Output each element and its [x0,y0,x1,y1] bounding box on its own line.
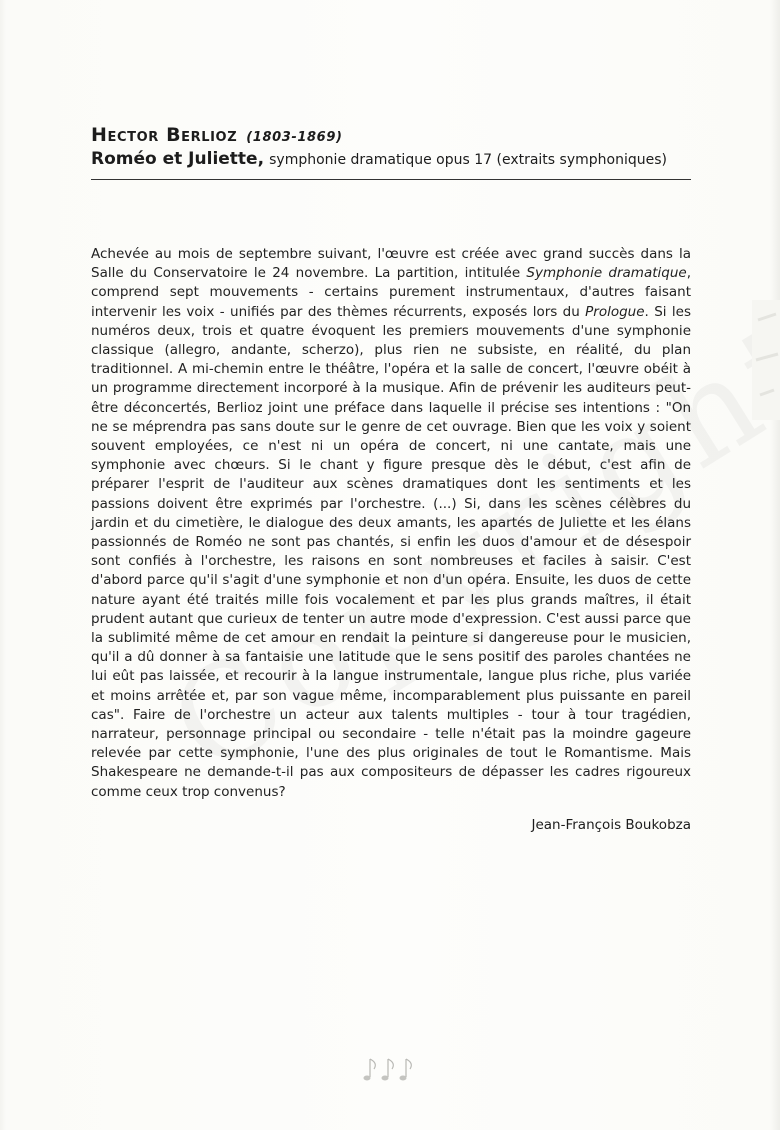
italic-title-prologue: Prologue [585,303,645,320]
work-subtitle: symphonie dramatique opus 17 (extraits symphoniques) [269,152,667,168]
page-edge-shadow [752,300,780,420]
body-text-part-3: . Si les numéros deux, trois et quatre évoquent les premiers mouvements d'une symphonie classique (allegro, andante, scherzo), plus rien ne subsiste, en réalité, du plan traditionnel. A mi-chemin entre le théâtre, l'opéra et la salle de concert, l'œuvre obéit à un programme directement incorporé à la musique. Afin de prévenir les auditeurs peut-être déconcertés, Berlioz joint une préface dans laquelle il précise ses intentions : "On ne se méprendra pas sans doute sur le genre de cet ouvrage. Bien que les voix y soient souvent employées, ce n'est ni un opéra de concert, ni une cantate, mais une symphonie avec chœurs. Si le chant y figure presque dès le début, c'est afin de préparer l'esprit de l'auditeur aux scènes dramatiques dont les sentiments et les passions doivent être exprimés par l'orchestre. (...) Si, dans les scènes célèbres du jardin et du cimetière, le dialogue des deux amants, les apartés de Juliette et les élans passionnés de Roméo ne sont pas chantés, si enfin les duos d'amour et de désespoir sont confiés à l'orchestre, les raisons en sont nombreuses et faciles à saisir. C'est d'abord parce qu'il s'agit d'une symphonie et non d'un opéra. Ensuite, les duos de cette nature ayant été traités mille fois vocalement et par les plus grands maîtres, il était prudent autant que curieux de tenter un autre mode d'expression. C'est aussi parce que la sublimité même de cet amour en rendait la peinture si dangereuse pour le musicien, qu'il a dû donner à sa fantaisie une latitude que le sens positif des paroles chantées ne lui eût pas laissée, et recourir à la langue instrumentale, langue plus riche, plus variée et moins arrêtée et, par son vague même, incomparablement plus puissante en pareil cas". Faire de l'orchestre un acteur aux talents multiples - tour à tour tragédien, narrateur, personnage principal ou secondaire - telle n'était pas la moindre gageure relevée par cette symphonie, l'une des plus originales de tout le Romantisme. Mais Shakespeare ne demande-t-il pas aux compositeurs de dépasser les cadres rigoureux comme ceux trop convenus? [91,303,691,800]
work-title: Roméo et Juliette, [91,149,265,169]
music-notes-ornament-icon [358,1055,428,1085]
body-text-part-2: , comprend sept mouvements - certains purement instrumentaux, d'autres faisant intervenir les voix - unifiés par des thèmes récurrents, exposés lors du [91,265,691,320]
work-heading [91,149,667,169]
composer-name: Hector Berlioz [91,124,238,146]
heading-divider [91,179,691,180]
body-text-part-1: Achevée au mois de septembre suivant, l'œuvre est créée avec grand succès dans la Salle du Conservatoire le 24 novembre. La partition, intitulée [91,246,691,282]
body-paragraph [91,245,691,802]
italic-title-symphonie: Symphonie dramatique [526,265,687,282]
author-signature: Jean-François Boukobza [531,817,691,833]
composer-dates: (1803-1869) [246,130,343,145]
composer-heading [91,124,343,146]
